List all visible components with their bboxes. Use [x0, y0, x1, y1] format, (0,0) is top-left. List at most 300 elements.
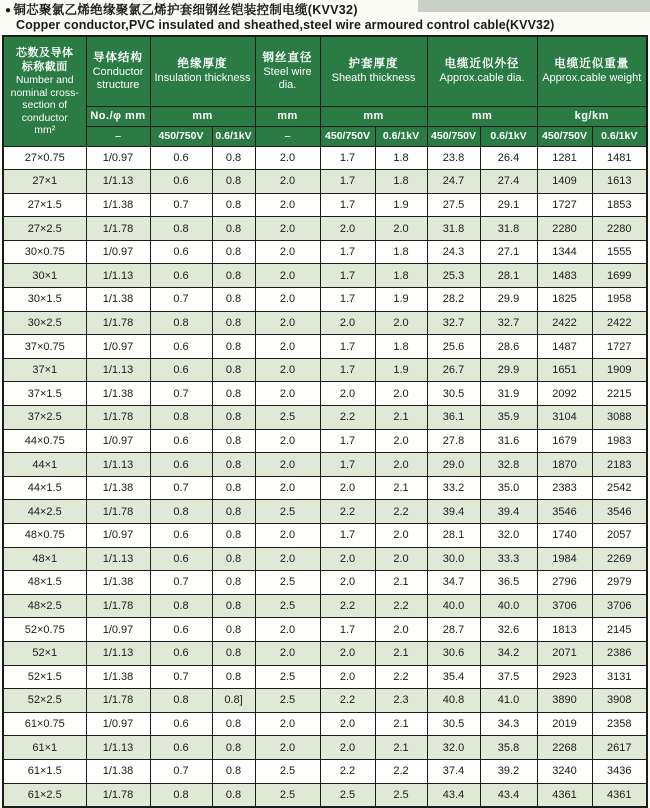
cell-weight-06-1kv: 1613: [592, 170, 647, 194]
cell-dia-06-1kv: 27.1: [480, 240, 537, 264]
cell-dia-06-1kv: 40.0: [480, 594, 537, 618]
cell-size: 44×1.5: [3, 476, 86, 500]
cell-dia-450-750v: 27.8: [427, 429, 480, 453]
cell-size: 61×0.75: [3, 712, 86, 736]
cell-weight-450-750v: 4361: [537, 783, 592, 807]
hdr-en: Approx.cable dia.: [439, 72, 525, 85]
cell-size: 61×2.5: [3, 783, 86, 807]
cell-structure: 1/1.38: [86, 382, 150, 406]
cell-weight-450-750v: 3890: [537, 689, 592, 713]
table-row: [3, 240, 647, 264]
unit-conductor-structure: No./φ mm: [86, 106, 150, 126]
cell-sheath-450-750v: 1.7: [320, 618, 375, 642]
cell-structure: 1/1.38: [86, 759, 150, 783]
cell-ins-06-1kv: 0.8: [212, 618, 255, 642]
cell-ins-450-750v: 0.6: [150, 547, 212, 571]
col-header-size-zh2: 标称截面: [21, 61, 68, 73]
cell-structure: 1/1.13: [86, 736, 150, 760]
cell-sheath-450-750v: 1.7: [320, 146, 375, 170]
unit-insulation: mm: [150, 106, 255, 126]
cell-weight-06-1kv: 2269: [592, 547, 647, 571]
page-title-zh-text: 铜芯聚氯乙烯绝缘聚氯乙烯护套细钢丝铠装控制电缆(KVV32): [13, 3, 358, 17]
cell-dia-450-750v: 30.5: [427, 382, 480, 406]
unit-cable-dia: mm: [427, 106, 537, 126]
table-row: [3, 547, 647, 571]
cell-size: 37×1: [3, 358, 86, 382]
cell-weight-06-1kv: 2979: [592, 571, 647, 595]
cell-sheath-06-1kv: 2.2: [375, 665, 427, 689]
cell-dia-06-1kv: 35.0: [480, 476, 537, 500]
cell-structure: 1/1.38: [86, 476, 150, 500]
table-row: [3, 288, 647, 312]
cell-weight-450-750v: 3546: [537, 500, 592, 524]
cell-ins-450-750v: 0.6: [150, 712, 212, 736]
cell-structure: 1/0.97: [86, 146, 150, 170]
cell-sheath-06-1kv: 2.3: [375, 689, 427, 713]
volt-sheath-06-1kv: 0.6/1kV: [375, 126, 427, 146]
cell-sheath-450-750v: 2.2: [320, 689, 375, 713]
hdr-en: Steel wire dia.: [263, 65, 312, 91]
cell-weight-450-750v: 2019: [537, 712, 592, 736]
cell-steel-wire-dia: 2.0: [255, 335, 320, 359]
cell-weight-450-750v: 1487: [537, 335, 592, 359]
cell-ins-06-1kv: 0.8: [212, 759, 255, 783]
cell-steel-wire-dia: 2.0: [255, 547, 320, 571]
cell-sheath-450-750v: 1.7: [320, 240, 375, 264]
cell-structure: 1/0.97: [86, 524, 150, 548]
cell-sheath-06-1kv: 1.9: [375, 288, 427, 312]
cell-dia-450-750v: 39.4: [427, 500, 480, 524]
cell-steel-wire-dia: 2.0: [255, 524, 320, 548]
cell-sheath-450-750v: 1.7: [320, 193, 375, 217]
cell-sheath-450-750v: 2.0: [320, 571, 375, 595]
cell-dia-06-1kv: 39.4: [480, 500, 537, 524]
cell-structure: 1/1.13: [86, 264, 150, 288]
cell-weight-06-1kv: 2422: [592, 311, 647, 335]
cell-ins-06-1kv: 0.8: [212, 217, 255, 241]
cell-ins-06-1kv: 0.8: [212, 288, 255, 312]
cell-sheath-450-750v: 1.7: [320, 453, 375, 477]
cell-ins-450-750v: 0.8: [150, 311, 212, 335]
cell-ins-06-1kv: 0.8: [212, 311, 255, 335]
cell-ins-06-1kv: 0.8: [212, 641, 255, 665]
cell-dia-06-1kv: 29.9: [480, 288, 537, 312]
cell-sheath-06-1kv: 2.1: [375, 736, 427, 760]
col-header-size: [3, 36, 86, 146]
hdr-en: Insulation thickness: [154, 72, 251, 85]
cell-ins-06-1kv: 0.8: [212, 571, 255, 595]
cell-ins-450-750v: 0.6: [150, 240, 212, 264]
table-row: [3, 689, 647, 713]
cell-weight-450-750v: 1483: [537, 264, 592, 288]
cell-size: 48×2.5: [3, 594, 86, 618]
cell-dia-06-1kv: 33.3: [480, 547, 537, 571]
cell-steel-wire-dia: 2.5: [255, 759, 320, 783]
cell-size: 44×1: [3, 453, 86, 477]
cell-sheath-06-1kv: 2.0: [375, 524, 427, 548]
cell-steel-wire-dia: 2.5: [255, 500, 320, 524]
cell-dia-06-1kv: 31.9: [480, 382, 537, 406]
cell-weight-450-750v: 2268: [537, 736, 592, 760]
cell-dia-450-750v: 28.7: [427, 618, 480, 642]
cell-structure: 1/1.38: [86, 665, 150, 689]
cell-dia-06-1kv: 32.8: [480, 453, 537, 477]
cell-steel-wire-dia: 2.5: [255, 665, 320, 689]
cell-steel-wire-dia: 2.0: [255, 146, 320, 170]
cell-size: 61×1: [3, 736, 86, 760]
cell-steel-wire-dia: 2.5: [255, 571, 320, 595]
cell-dia-06-1kv: 28.6: [480, 335, 537, 359]
cell-dia-450-750v: 37.4: [427, 759, 480, 783]
cell-sheath-06-1kv: 2.1: [375, 406, 427, 430]
cell-dia-450-750v: 35.4: [427, 665, 480, 689]
cell-weight-06-1kv: 2183: [592, 453, 647, 477]
cell-dia-06-1kv: 26.4: [480, 146, 537, 170]
cell-dia-450-750v: 43.4: [427, 783, 480, 807]
cell-ins-06-1kv: 0.8: [212, 358, 255, 382]
table-row: [3, 335, 647, 359]
cell-ins-06-1kv: 0.8: [212, 146, 255, 170]
cell-ins-450-750v: 0.6: [150, 524, 212, 548]
table-row: [3, 264, 647, 288]
cell-structure: 1/1.38: [86, 193, 150, 217]
col-header-insulation-thickness: [150, 36, 255, 106]
cell-structure: 1/1.78: [86, 406, 150, 430]
volt-dia-06-1kv: 0.6/1kV: [480, 126, 537, 146]
hdr-zh: 绝缘厚度: [177, 58, 228, 71]
volt-structure-dash: –: [86, 126, 150, 146]
cell-ins-06-1kv: 0.8: [212, 429, 255, 453]
table-row: [3, 453, 647, 477]
cell-ins-06-1kv: 0.8: [212, 170, 255, 194]
cell-ins-06-1kv: 0.8: [212, 406, 255, 430]
cell-sheath-450-750v: 2.2: [320, 759, 375, 783]
cell-sheath-06-1kv: 2.0: [375, 217, 427, 241]
cell-dia-06-1kv: 32.6: [480, 618, 537, 642]
cell-weight-06-1kv: 1853: [592, 193, 647, 217]
volt-weight-06-1kv: 0.6/1kV: [592, 126, 647, 146]
cell-weight-450-750v: 1813: [537, 618, 592, 642]
unit-sheath: mm: [320, 106, 427, 126]
cell-ins-06-1kv: 0.8: [212, 783, 255, 807]
cell-ins-450-750v: 0.7: [150, 193, 212, 217]
cell-size: 27×1: [3, 170, 86, 194]
page-title-en: Copper conductor,PVC insulated and sheathed,steel wire armoured control cable(KVV32): [16, 18, 555, 32]
cell-size: 30×1.5: [3, 288, 86, 312]
cell-sheath-450-750v: 2.0: [320, 476, 375, 500]
cell-sheath-450-750v: 2.2: [320, 594, 375, 618]
cell-dia-450-750v: 40.0: [427, 594, 480, 618]
cell-dia-06-1kv: 32.7: [480, 311, 537, 335]
cell-dia-450-750v: 25.3: [427, 264, 480, 288]
table-row: [3, 571, 647, 595]
cell-dia-06-1kv: 36.5: [480, 571, 537, 595]
col-header-approx-cable-weight: [537, 36, 647, 106]
cell-sheath-450-750v: 2.2: [320, 500, 375, 524]
cell-weight-450-750v: 2280: [537, 217, 592, 241]
cell-weight-06-1kv: 1958: [592, 288, 647, 312]
cell-weight-450-750v: 2383: [537, 476, 592, 500]
table-row: [3, 641, 647, 665]
table-row: [3, 193, 647, 217]
cell-dia-06-1kv: 34.2: [480, 641, 537, 665]
cell-ins-450-750v: 0.6: [150, 146, 212, 170]
cell-dia-450-750v: 32.0: [427, 736, 480, 760]
cell-size: 27×0.75: [3, 146, 86, 170]
cell-ins-450-750v: 0.6: [150, 641, 212, 665]
table-row: [3, 712, 647, 736]
cell-sheath-06-1kv: 2.0: [375, 618, 427, 642]
cell-weight-450-750v: 2422: [537, 311, 592, 335]
cell-ins-450-750v: 0.8: [150, 783, 212, 807]
cell-weight-06-1kv: 1727: [592, 335, 647, 359]
cell-weight-06-1kv: 2280: [592, 217, 647, 241]
table-row: [3, 311, 647, 335]
cell-structure: 1/0.97: [86, 335, 150, 359]
cell-dia-06-1kv: 35.9: [480, 406, 537, 430]
cell-sheath-06-1kv: 2.0: [375, 547, 427, 571]
cell-structure: 1/0.97: [86, 240, 150, 264]
cell-size: 52×2.5: [3, 689, 86, 713]
cell-weight-06-1kv: 2617: [592, 736, 647, 760]
cell-weight-450-750v: 2796: [537, 571, 592, 595]
table-row: [3, 476, 647, 500]
volt-dia-450-750v: 450/750V: [427, 126, 480, 146]
cell-ins-450-750v: 0.8: [150, 500, 212, 524]
cell-size: 52×1: [3, 641, 86, 665]
cell-dia-450-750v: 30.5: [427, 712, 480, 736]
cell-structure: 1/1.13: [86, 547, 150, 571]
cell-dia-450-750v: 24.7: [427, 170, 480, 194]
cell-steel-wire-dia: 2.5: [255, 689, 320, 713]
cell-sheath-450-750v: 2.0: [320, 665, 375, 689]
table-row: [3, 736, 647, 760]
cell-ins-06-1kv: 0.8: [212, 335, 255, 359]
hdr-en: Sheath thickness: [331, 72, 416, 85]
volt-steel-dash: –: [255, 126, 320, 146]
cell-sheath-06-1kv: 2.1: [375, 476, 427, 500]
cell-weight-06-1kv: 1481: [592, 146, 647, 170]
cell-sheath-450-750v: 1.7: [320, 429, 375, 453]
table-row: [3, 358, 647, 382]
cell-structure: 1/0.97: [86, 712, 150, 736]
table-row: [3, 594, 647, 618]
cell-steel-wire-dia: 2.0: [255, 382, 320, 406]
cell-structure: 1/1.38: [86, 571, 150, 595]
cell-ins-450-750v: 0.7: [150, 382, 212, 406]
cell-ins-06-1kv: 0.8: [212, 500, 255, 524]
cell-sheath-450-750v: 1.7: [320, 288, 375, 312]
cell-ins-06-1kv: 0.8: [212, 240, 255, 264]
cell-weight-450-750v: 1281: [537, 146, 592, 170]
cell-steel-wire-dia: 2.0: [255, 712, 320, 736]
cell-ins-450-750v: 0.6: [150, 453, 212, 477]
cell-ins-450-750v: 0.6: [150, 736, 212, 760]
cell-ins-06-1kv: 0.8: [212, 712, 255, 736]
cell-size: 37×0.75: [3, 335, 86, 359]
cell-weight-450-750v: 1344: [537, 240, 592, 264]
cell-steel-wire-dia: 2.0: [255, 264, 320, 288]
cell-sheath-450-750v: 2.0: [320, 217, 375, 241]
cell-size: 44×0.75: [3, 429, 86, 453]
col-header-approx-cable-dia: [427, 36, 537, 106]
cell-ins-450-750v: 0.6: [150, 335, 212, 359]
cell-steel-wire-dia: 2.0: [255, 240, 320, 264]
cell-dia-450-750v: 26.7: [427, 358, 480, 382]
cell-sheath-06-1kv: 2.1: [375, 641, 427, 665]
cell-size: 37×1.5: [3, 382, 86, 406]
cell-ins-06-1kv: 0.8: [212, 382, 255, 406]
cell-size: 52×0.75: [3, 618, 86, 642]
cell-steel-wire-dia: 2.0: [255, 288, 320, 312]
cell-weight-450-750v: 1409: [537, 170, 592, 194]
cell-steel-wire-dia: 2.0: [255, 311, 320, 335]
cell-size: 52×1.5: [3, 665, 86, 689]
cell-dia-06-1kv: 39.2: [480, 759, 537, 783]
cell-dia-450-750v: 30.6: [427, 641, 480, 665]
cell-dia-06-1kv: 32.0: [480, 524, 537, 548]
cell-weight-450-750v: 1740: [537, 524, 592, 548]
table-row: [3, 759, 647, 783]
cell-weight-450-750v: 1679: [537, 429, 592, 453]
col-header-size-en: Number and nominal cross-section of conductor: [10, 74, 79, 124]
cell-sheath-450-750v: 2.0: [320, 382, 375, 406]
cell-ins-450-750v: 0.7: [150, 571, 212, 595]
cell-dia-450-750v: 32.7: [427, 311, 480, 335]
table-row: [3, 170, 647, 194]
cell-ins-06-1kv: 0.8]: [212, 689, 255, 713]
cell-weight-06-1kv: 2215: [592, 382, 647, 406]
cell-sheath-06-1kv: 2.2: [375, 594, 427, 618]
cell-size: 37×2.5: [3, 406, 86, 430]
cell-dia-06-1kv: 41.0: [480, 689, 537, 713]
volt-weight-450-750v: 450/750V: [537, 126, 592, 146]
cell-structure: 1/1.13: [86, 453, 150, 477]
cell-ins-06-1kv: 0.8: [212, 524, 255, 548]
table-row: [3, 783, 647, 807]
cell-structure: 1/1.78: [86, 217, 150, 241]
cell-weight-06-1kv: 3131: [592, 665, 647, 689]
cell-ins-450-750v: 0.7: [150, 288, 212, 312]
cell-steel-wire-dia: 2.0: [255, 618, 320, 642]
cell-weight-06-1kv: 3706: [592, 594, 647, 618]
cell-size: 30×0.75: [3, 240, 86, 264]
cell-dia-06-1kv: 29.1: [480, 193, 537, 217]
cell-steel-wire-dia: 2.0: [255, 170, 320, 194]
cell-sheath-450-750v: 2.5: [320, 783, 375, 807]
cell-sheath-06-1kv: 2.0: [375, 453, 427, 477]
cell-weight-06-1kv: 3546: [592, 500, 647, 524]
cell-sheath-06-1kv: 2.2: [375, 500, 427, 524]
unit-steel-wire: mm: [255, 106, 320, 126]
cell-sheath-450-750v: 1.7: [320, 335, 375, 359]
cell-steel-wire-dia: 2.0: [255, 217, 320, 241]
hdr-en: Conductor structure: [92, 65, 144, 91]
cell-sheath-06-1kv: 1.8: [375, 264, 427, 288]
cell-weight-06-1kv: 2358: [592, 712, 647, 736]
table-row: [3, 146, 647, 170]
cell-steel-wire-dia: 2.5: [255, 594, 320, 618]
cell-size: 44×2.5: [3, 500, 86, 524]
col-header-conductor-structure: [86, 36, 150, 106]
cell-dia-450-750v: 29.0: [427, 453, 480, 477]
table-row: [3, 665, 647, 689]
unit-cable-weight: kg/km: [537, 106, 647, 126]
hdr-zh: 导体结构: [93, 51, 143, 64]
cell-structure: 1/1.38: [86, 288, 150, 312]
cell-size: 27×1.5: [3, 193, 86, 217]
col-header-size-unit: mm²: [34, 124, 56, 136]
cell-sheath-450-750v: 2.2: [320, 406, 375, 430]
hdr-en: Approx.cable weight: [542, 72, 642, 85]
hdr-zh: 电缆近似外径: [444, 58, 520, 71]
cell-sheath-06-1kv: 2.0: [375, 429, 427, 453]
cell-weight-450-750v: 1870: [537, 453, 592, 477]
cell-structure: 1/1.13: [86, 358, 150, 382]
cell-ins-06-1kv: 0.8: [212, 594, 255, 618]
cell-dia-450-750v: 30.0: [427, 547, 480, 571]
table-row: [3, 406, 647, 430]
cable-spec-table: [2, 35, 648, 808]
cell-weight-06-1kv: 3088: [592, 406, 647, 430]
cell-size: 48×1: [3, 547, 86, 571]
cell-weight-450-750v: 2092: [537, 382, 592, 406]
cell-structure: 1/1.78: [86, 594, 150, 618]
cell-weight-06-1kv: 4361: [592, 783, 647, 807]
table-row: [3, 382, 647, 406]
cell-ins-450-750v: 0.6: [150, 358, 212, 382]
volt-ins-450-750v: 450/750V: [150, 126, 212, 146]
cell-ins-06-1kv: 0.8: [212, 736, 255, 760]
cell-weight-450-750v: 1727: [537, 193, 592, 217]
cell-weight-06-1kv: 2145: [592, 618, 647, 642]
cell-sheath-06-1kv: 1.8: [375, 146, 427, 170]
cell-steel-wire-dia: 2.0: [255, 453, 320, 477]
cell-sheath-06-1kv: 1.8: [375, 170, 427, 194]
cell-sheath-06-1kv: 2.0: [375, 382, 427, 406]
volt-ins-06-1kv: 0.6/1kV: [212, 126, 255, 146]
cell-steel-wire-dia: 2.5: [255, 783, 320, 807]
cell-dia-450-750v: 36.1: [427, 406, 480, 430]
cell-size: 48×1.5: [3, 571, 86, 595]
cell-sheath-06-1kv: 2.0: [375, 311, 427, 335]
cell-ins-450-750v: 0.7: [150, 759, 212, 783]
cell-dia-450-750v: 27.5: [427, 193, 480, 217]
cell-weight-450-750v: 3240: [537, 759, 592, 783]
cell-sheath-450-750v: 2.0: [320, 311, 375, 335]
cell-steel-wire-dia: 2.0: [255, 736, 320, 760]
cell-sheath-450-750v: 2.0: [320, 547, 375, 571]
cell-ins-450-750v: 0.8: [150, 594, 212, 618]
cell-dia-06-1kv: 27.4: [480, 170, 537, 194]
cell-sheath-06-1kv: 2.5: [375, 783, 427, 807]
cell-sheath-450-750v: 2.0: [320, 736, 375, 760]
cell-ins-450-750v: 0.6: [150, 264, 212, 288]
cell-dia-450-750v: 34.7: [427, 571, 480, 595]
cell-weight-06-1kv: 2386: [592, 641, 647, 665]
cell-dia-450-750v: 28.2: [427, 288, 480, 312]
cell-ins-450-750v: 0.7: [150, 476, 212, 500]
cell-dia-450-750v: 28.1: [427, 524, 480, 548]
cell-steel-wire-dia: 2.0: [255, 641, 320, 665]
cell-sheath-450-750v: 1.7: [320, 524, 375, 548]
cell-weight-450-750v: 1984: [537, 547, 592, 571]
cell-weight-450-750v: 2071: [537, 641, 592, 665]
cell-size: 48×0.75: [3, 524, 86, 548]
cell-dia-06-1kv: 34.3: [480, 712, 537, 736]
cell-sheath-450-750v: 2.0: [320, 641, 375, 665]
cell-ins-06-1kv: 0.8: [212, 193, 255, 217]
